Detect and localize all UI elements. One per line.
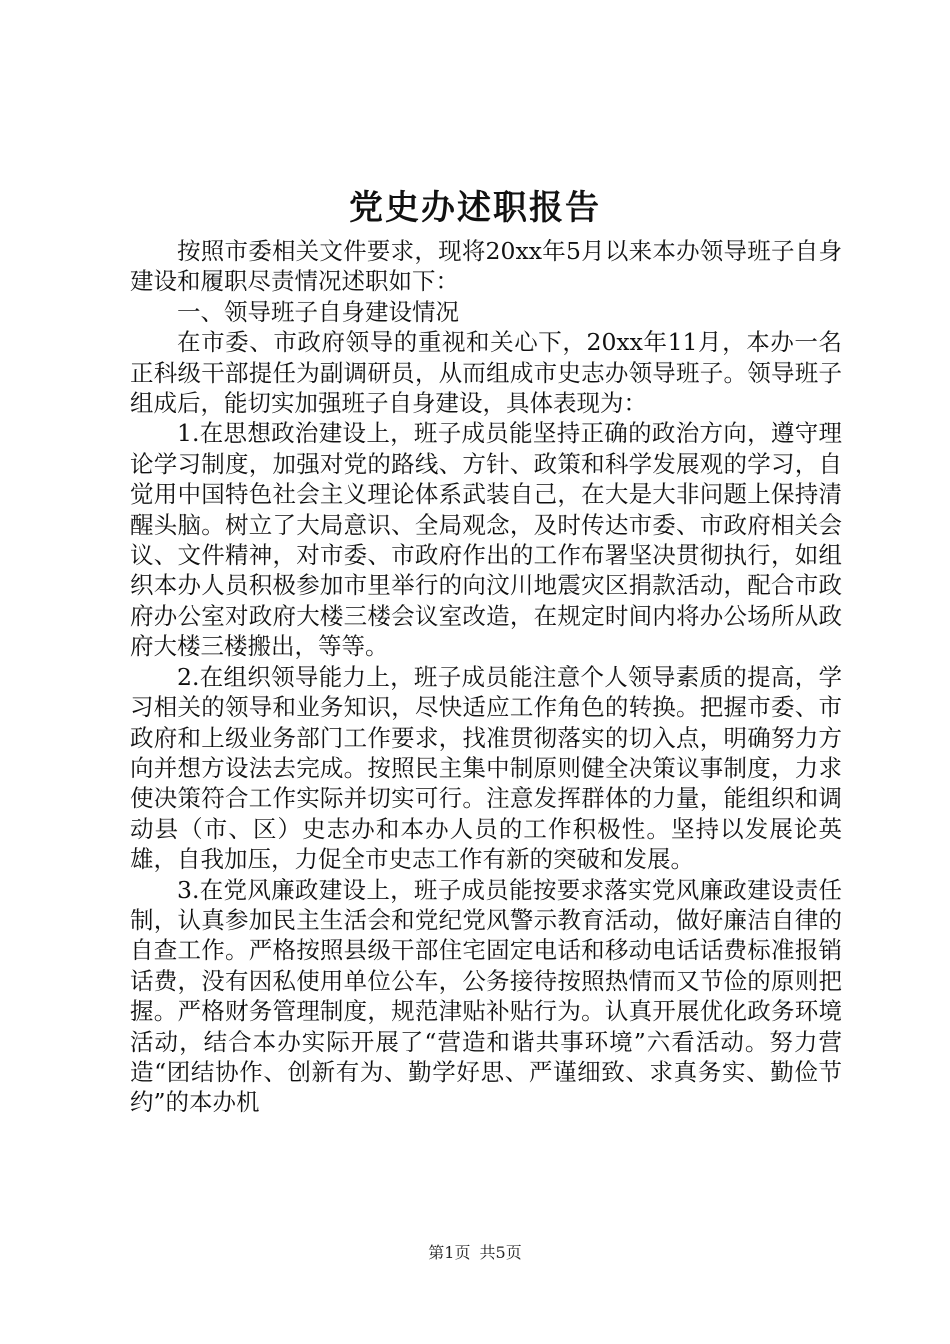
document-title: 党史办述职报告: [349, 188, 601, 228]
document-body: [130, 236, 842, 1118]
body-paragraph: 3.在党风廉政建设上，班子成员能按要求落实党风廉政建设责任制，认真参加民主生活会和党纪党风警示教育活动，做好廉洁自律的自查工作。严格按照县级干部住宅固定电话和移动电话话费标准报销话费，没有因私使用单位公车，公务接待按照热情而又节俭的原则把握。严格财务管理制度，规范津贴补贴行为。认真开展优化政务环境活动，结合本办实际开展了“营造和谐共事环境”六看活动。努力营造“团结协作、创新有为、勤学好思、严谨细致、求真务实、勤俭节约”的本办机: [130, 875, 842, 1117]
body-paragraph: 2.在组织领导能力上，班子成员能注意个人领导素质的提高，学习相关的领导和业务知识，尽快适应工作角色的转换。把握市委、市政府和上级业务部门工作要求，找准贯彻落实的切入点，明确努力方向并想方设法去完成。按照民主集中制原则健全决策议事制度，力求使决策符合工作实际并切实可行。注意发挥群体的力量，能组织和调动县（市、区）史志办和本办人员的工作积极性。坚持以发展论英雄，自我加压，力促全市史志工作有新的突破和发展。: [130, 662, 842, 874]
page-total: 共5页: [479, 1243, 522, 1262]
body-paragraph: 在市委、市政府领导的重视和关心下，20xx年11月，本办一名正科级干部提任为副调研员，从而组成市史志办领导班子。领导班子组成后，能切实加强班子自身建设，具体表现为：: [130, 328, 842, 418]
section-heading: 一、领导班子自身建设情况: [177, 297, 459, 326]
page-number: 第1页: [428, 1243, 471, 1262]
page-footer: [0, 1241, 950, 1265]
intro-paragraph: 按照市委相关文件要求，现将20xx年5月以来本办领导班子自身建设和履职尽责情况述职如下：: [130, 237, 842, 296]
body-paragraph: 1.在思想政治建设上，班子成员能坚持正确的政治方向，遵守理论学习制度，加强对党的路线、方针、政策和科学发展观的学习，自觉用中国特色社会主义理论体系武装自己，在大是大非问题上保持清醒头脑。树立了大局意识、全局观念，及时传达市委、市政府相关会议、文件精神，对市委、市政府作出的工作布署坚决贯彻执行，如组织本办人员积极参加市里举行的向汶川地震灾区捐款活动，配合市政府办公室对政府大楼三楼会议室改造，在规定时间内将办公场所从政府大楼三楼搬出，等等。: [130, 419, 842, 661]
